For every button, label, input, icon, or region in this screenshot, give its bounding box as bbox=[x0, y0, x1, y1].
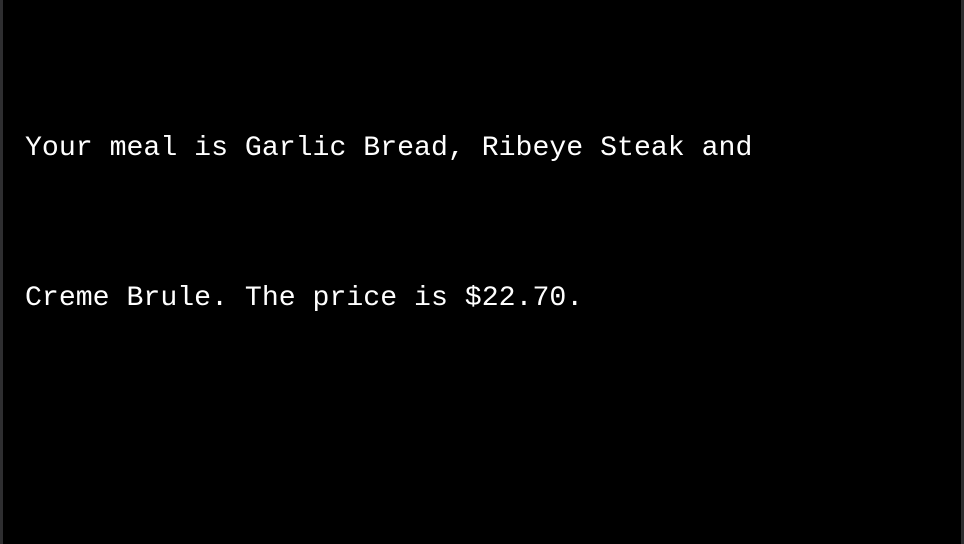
output-line-1: Your meal is Garlic Bread, Ribeye Steak and bbox=[25, 133, 753, 164]
output-line-2: Creme Brule. The price is $22.70. bbox=[25, 283, 584, 314]
console-output bbox=[25, 24, 925, 424]
